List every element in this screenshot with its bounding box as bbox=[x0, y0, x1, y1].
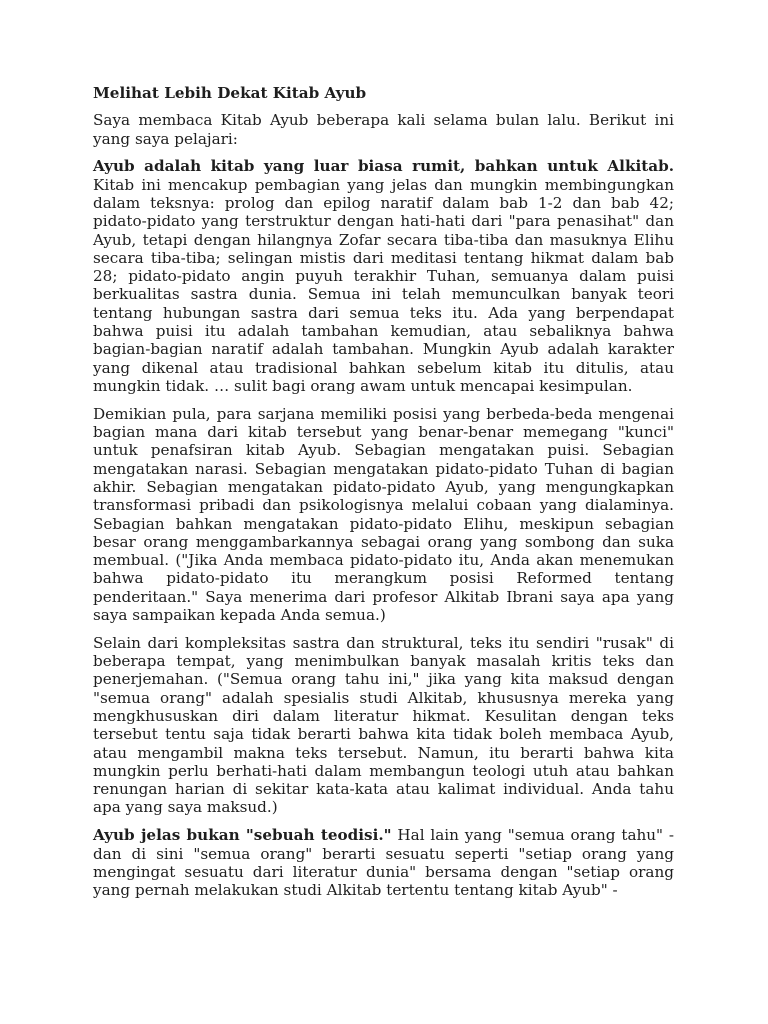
paragraph bbox=[93, 826, 674, 899]
paragraph bbox=[93, 405, 674, 625]
paragraph-text: Kitab ini mencakup pembagian yang jelas dan mungkin membingungkan dalam teksnya: prolog dan epilog naratif dalam bab 1-2 dan bab 42; pidato-pidato yang terstruktur dengan hati-hati dari "para penasihat" dan Ayub, tetapi dengan hilangnya Zofar secara tiba-tiba dan masuknya Elihu secara tiba-tiba; selingan mistis dari meditasi tentang hikmat dalam bab 28; pidato-pidato angin puyuh terakhir Tuhan, semuanya dalam puisi berkualitas sastra dunia. Semua ini telah memunculkan banyak teori tentang hubungan sastra dari semua teks itu. Ada yang berpendapat bahwa puisi itu adalah tambahan kemudian, atau sebaliknya bahwa bagian-bagian naratif adalah tambahan. Mungkin Ayub adalah karakter yang dikenal atau tradisional bahkan sebelum kitab itu ditulis, atau mungkin tidak. … sulit bagi orang awam untuk mencapai kesimpulan. bbox=[93, 175, 674, 395]
paragraph-lead: Ayub jelas bukan "sebuah teodisi." bbox=[93, 826, 392, 845]
paragraph-text: Hal lain yang "semua orang tahu" - dan di sini "semua orang" berarti sesuatu seperti "setiap orang yang mengingat sesuatu dari literatur dunia" bersama dengan "setiap orang yang pernah melakukan studi Alkitab tertentu tentang kitab Ayub" - bbox=[93, 826, 675, 900]
document-title: Melihat Lebih Dekat Kitab Ayub bbox=[93, 84, 367, 102]
paragraph bbox=[93, 111, 674, 148]
paragraph bbox=[93, 157, 674, 395]
paragraph-text: Demikian pula, para sarjana memiliki posisi yang berbeda-beda mengenai bagian mana dari kitab tersebut yang benar-benar memegang "kunci" untuk penafsiran kitab Ayub. Sebagian mengatakan puisi. Sebagian mengatakan narasi. Sebagian mengatakan pidato-pidato Tuhan di bagian akhir. Sebagian mengatakan pidato-pidato Ayub, yang mengungkapkan transformasi pribadi dan psikologisnya melalui cobaan yang dialaminya. Sebagian bahkan mengatakan pidato-pidato Elihu, meskipun sebagian besar orang menggambarkannya sebagai orang yang sombong dan suka membual. ("Jika Anda membaca pidato-pidato itu, Anda akan menemukan bahwa pidato-pidato itu merangkum posisi Reformed tentang penderitaan." Saya menerima dari profesor Alkitab Ibrani saya apa yang saya sampaikan kepada Anda semua.) bbox=[93, 404, 674, 625]
document-page bbox=[93, 84, 674, 909]
paragraph-lead: Ayub adalah kitab yang luar biasa rumit, bahkan untuk Alkitab. bbox=[93, 157, 674, 176]
paragraph-text: Selain dari kompleksitas sastra dan struktural, teks itu sendiri "rusak" di beberapa tempat, yang menimbulkan banyak masalah kritis teks dan penerjemahan. ("Semua orang tahu ini," jika yang kita maksud dengan "semua orang" adalah spesialis studi Alkitab, khususnya mereka yang mengkhususkan diri dalam literatur hikmat. Kesulitan dengan teks tersebut tentu saja tidak berarti bahwa kita tidak boleh membaca Ayub, atau mengambil makna teks tersebut. Namun, itu berarti bahwa kita mungkin perlu berhati-hati dalam membangun teologi utuh atau bahkan renungan harian di sekitar kata-kata atau kalimat individual. Anda tahu apa yang saya maksud.) bbox=[93, 633, 674, 817]
paragraph bbox=[93, 634, 674, 817]
paragraph-text: Saya membaca Kitab Ayub beberapa kali selama bulan lalu. Berikut ini yang saya pelajari: bbox=[93, 111, 674, 148]
